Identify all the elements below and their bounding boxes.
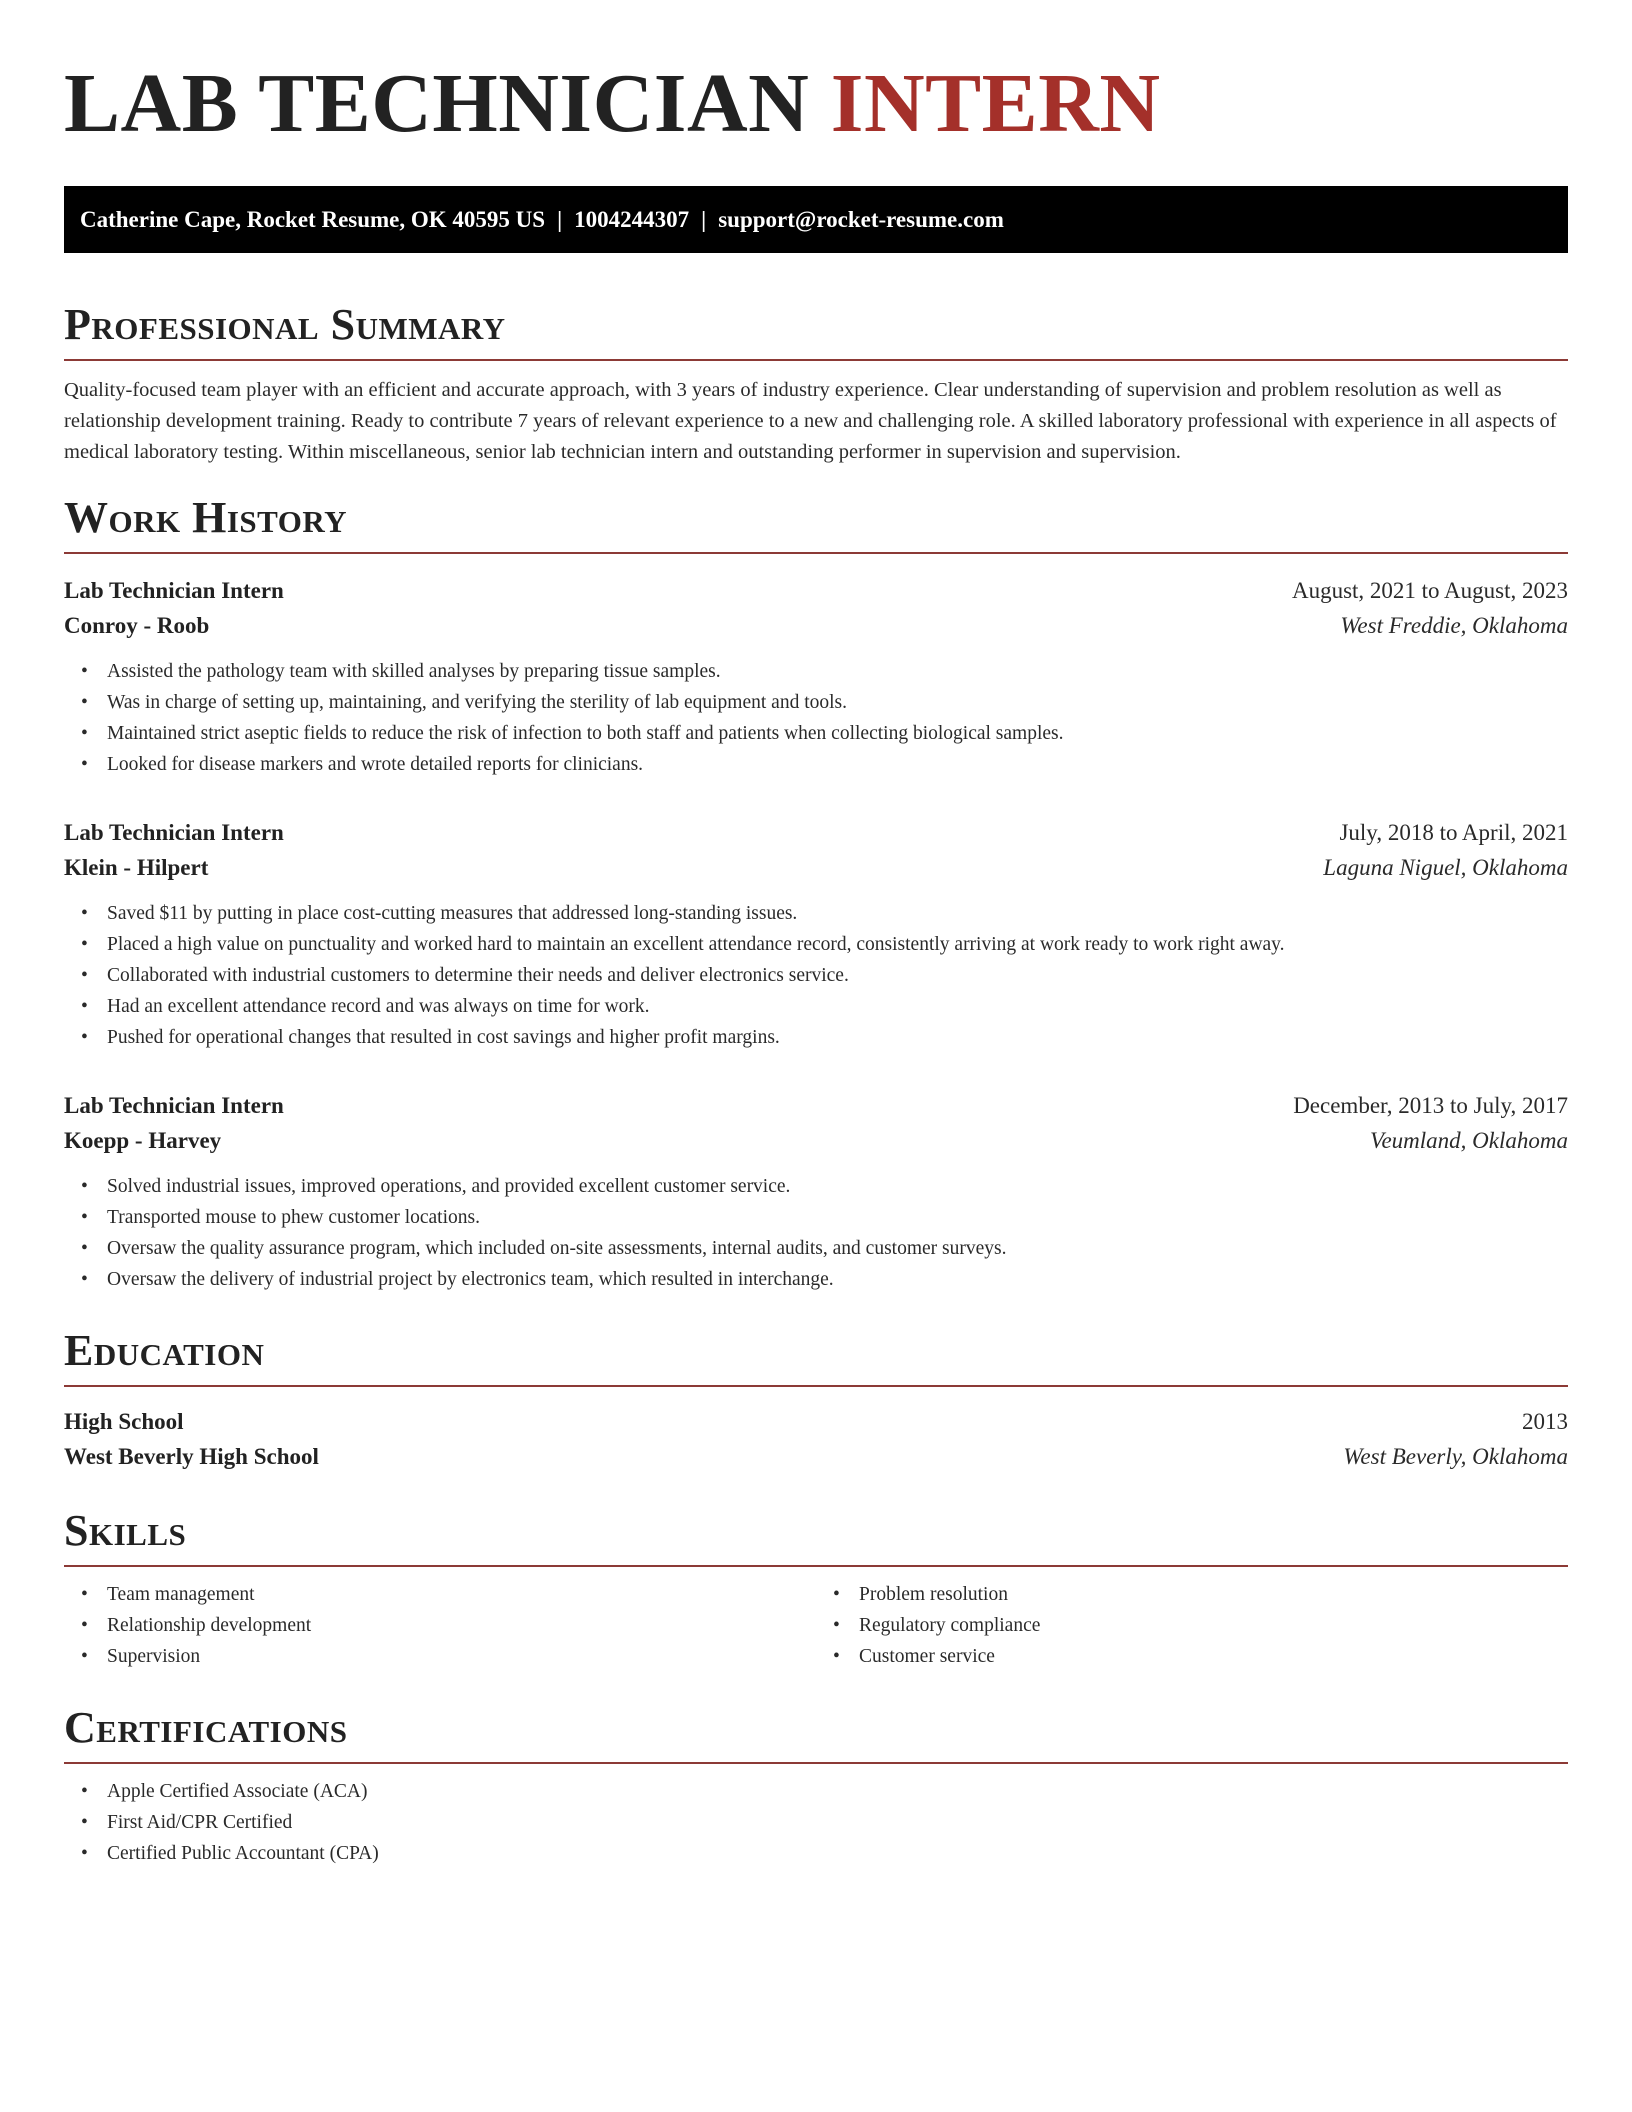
contact-separator: | bbox=[557, 207, 563, 232]
skills-list-right bbox=[816, 1579, 1568, 1672]
education-location: West Beverly, Oklahoma bbox=[1343, 1444, 1568, 1469]
title-accent: INTERN bbox=[830, 57, 1161, 150]
job-location: Laguna Niguel, Oklahoma bbox=[1323, 855, 1568, 880]
list-item: • Solved industrial issues, improved operations, and provided excellent customer service. bbox=[107, 1171, 1568, 1202]
resume-title bbox=[64, 56, 1568, 152]
list-item: • Saved $11 by putting in place cost-cutting measures that addressed long-standing issues. bbox=[107, 898, 1568, 929]
job-title: Lab Technician Intern bbox=[64, 1093, 284, 1118]
section-divider bbox=[64, 359, 1568, 361]
certification-item: • First Aid/CPR Certified bbox=[107, 1807, 1568, 1838]
job-entry bbox=[64, 574, 1568, 780]
certifications-heading: Certifications bbox=[64, 1703, 348, 1752]
list-item: • Looked for disease markers and wrote detailed reports for clinicians. bbox=[107, 749, 1568, 780]
job-location: West Freddie, Oklahoma bbox=[1340, 613, 1568, 638]
job-dates: December, 2013 to July, 2017 bbox=[1293, 1093, 1568, 1118]
certification-item: • Apple Certified Associate (ACA) bbox=[107, 1776, 1568, 1807]
list-item: • Placed a high value on punctuality and worked hard to maintain an excellent attendance record, consistently arriving at work ready to work right away. bbox=[107, 929, 1568, 960]
contact-separator: | bbox=[701, 207, 707, 232]
job-company: Koepp - Harvey bbox=[64, 1128, 222, 1153]
skills-list-left bbox=[64, 1579, 816, 1672]
contact-bar bbox=[64, 186, 1568, 253]
list-item: • Had an excellent attendance record and was always on time for work. bbox=[107, 991, 1568, 1022]
job-dates: August, 2021 to August, 2023 bbox=[1291, 578, 1568, 603]
list-item: • Assisted the pathology team with skilled analyses by preparing tissue samples. bbox=[107, 656, 1568, 687]
job-entry bbox=[64, 816, 1568, 1053]
education-school: West Beverly High School bbox=[64, 1444, 319, 1469]
job-location: Veumland, Oklahoma bbox=[1369, 1128, 1568, 1153]
section-divider bbox=[64, 552, 1568, 554]
list-item: • Pushed for operational changes that resulted in cost savings and higher profit margins. bbox=[107, 1022, 1568, 1053]
skill-item: • Relationship development bbox=[107, 1610, 816, 1641]
job-company: Conroy - Roob bbox=[64, 613, 210, 638]
section-divider bbox=[64, 1762, 1568, 1764]
list-item: • Maintained strict aseptic fields to reduce the risk of infection to both staff and patients when collecting biological samples. bbox=[107, 718, 1568, 749]
skill-item: • Team management bbox=[107, 1579, 816, 1610]
skill-item: • Problem resolution bbox=[859, 1579, 1568, 1610]
summary-heading: Professional Summary bbox=[64, 300, 506, 349]
skill-item: • Supervision bbox=[107, 1641, 816, 1672]
summary-text: Quality-focused team player with an efficient and accurate approach, with 3 years of industry experience. Clear understanding of supervision and problem resolution as well as relationship development training. Ready to contribute 7 years of relevant experience to a new and challenging role. A skilled laboratory professional with experience in all aspects of medical laboratory testing. Within miscellaneous, senior lab technician intern and outstanding performer in supervision and supervision. bbox=[64, 379, 1557, 463]
contact-address: Catherine Cape, Rocket Resume, OK 40595 US bbox=[80, 207, 546, 232]
certification-item: • Certified Public Accountant (CPA) bbox=[107, 1838, 1568, 1869]
job-bullets bbox=[64, 656, 1568, 780]
job-bullets bbox=[64, 1171, 1568, 1295]
skill-item: • Customer service bbox=[859, 1641, 1568, 1672]
work-history-heading: Work History bbox=[64, 493, 348, 542]
skills-heading: Skills bbox=[64, 1506, 187, 1555]
education-year: 2013 bbox=[1522, 1409, 1568, 1434]
education-entry bbox=[64, 1405, 1568, 1475]
contact-email[interactable]: support@rocket-resume.com bbox=[718, 207, 1004, 232]
education-heading: Education bbox=[64, 1326, 265, 1375]
job-entry bbox=[64, 1089, 1568, 1295]
job-bullets bbox=[64, 898, 1568, 1053]
job-dates: July, 2018 to April, 2021 bbox=[1339, 820, 1568, 845]
list-item: • Collaborated with industrial customers to determine their needs and deliver electronics service. bbox=[107, 960, 1568, 991]
title-main: LAB TECHNICIAN bbox=[64, 57, 810, 150]
job-title: Lab Technician Intern bbox=[64, 820, 284, 845]
certifications-list bbox=[64, 1776, 1568, 1869]
section-divider bbox=[64, 1385, 1568, 1387]
contact-phone: 1004244307 bbox=[574, 207, 690, 232]
job-company: Klein - Hilpert bbox=[64, 855, 209, 880]
education-degree: High School bbox=[64, 1409, 184, 1434]
list-item: • Transported mouse to phew customer locations. bbox=[107, 1202, 1568, 1233]
job-title: Lab Technician Intern bbox=[64, 578, 284, 603]
skills-columns bbox=[64, 1567, 1568, 1672]
list-item: • Oversaw the quality assurance program, which included on-site assessments, internal audits, and customer surveys. bbox=[107, 1233, 1568, 1264]
skill-item: • Regulatory compliance bbox=[859, 1610, 1568, 1641]
list-item: • Oversaw the delivery of industrial project by electronics team, which resulted in interchange. bbox=[107, 1264, 1568, 1295]
list-item: • Was in charge of setting up, maintaining, and verifying the sterility of lab equipment and tools. bbox=[107, 687, 1568, 718]
